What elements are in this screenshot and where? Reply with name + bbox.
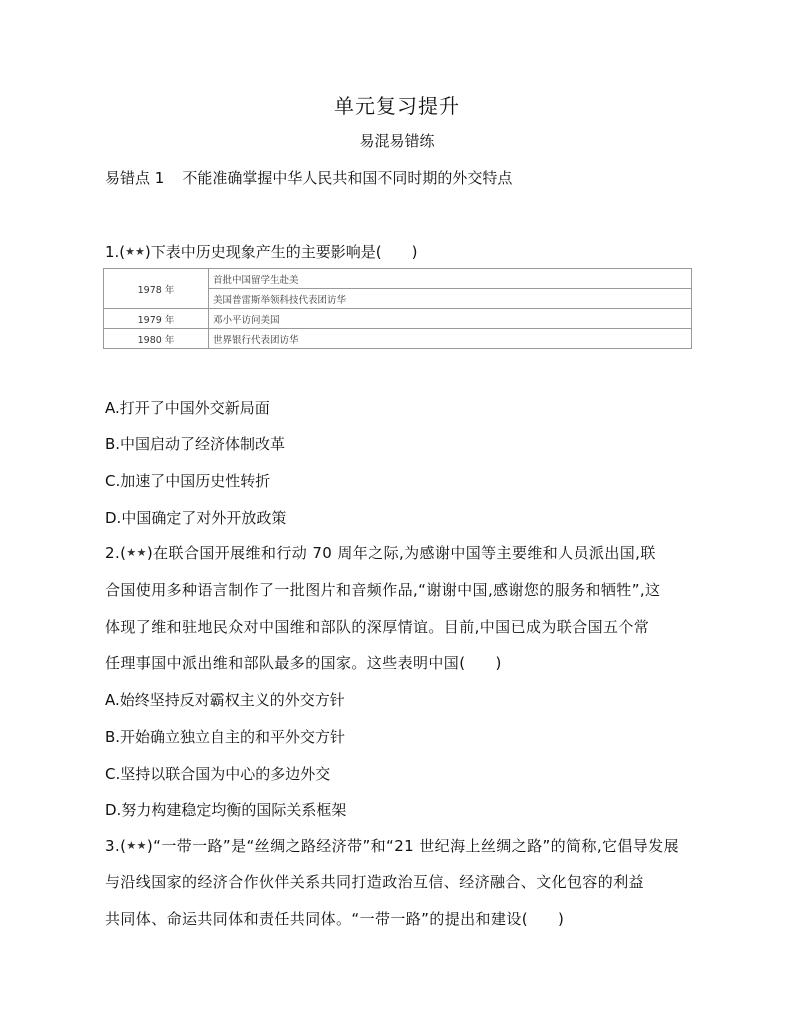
table-row	[104, 309, 692, 329]
difficulty-star-icon: ★★	[126, 839, 147, 852]
q2-option-c[interactable]: C.坚持以联合国为中心的多边外交	[105, 765, 331, 783]
question-3-number: 3.(	[105, 837, 127, 855]
table-cell-event: 邓小平访问美国	[209, 309, 692, 329]
table-cell-year: 1979 年	[104, 309, 209, 329]
question-2-number: 2.(	[105, 544, 127, 562]
q2-option-b[interactable]: B.开始确立独立自主的和平外交方针	[105, 728, 346, 746]
table-cell-year: 1978 年	[104, 269, 209, 309]
history-events-table	[103, 268, 692, 349]
question-2-line-1: 2.(★★)在联合国开展维和行动 70 周年之际,为感谢中国等主要维和人员派出国,联	[105, 544, 656, 562]
error-point-heading	[105, 167, 512, 188]
section-subtitle: 易混易错练	[359, 132, 435, 150]
table-cell-event: 世界银行代表团访华	[209, 329, 692, 349]
difficulty-star-icon: ★★	[126, 546, 147, 559]
q2-option-a[interactable]: A.始终坚持反对霸权主义的外交方针	[105, 691, 345, 709]
table-cell-event: 首批中国留学生赴美	[209, 269, 692, 289]
difficulty-star-icon: ★★	[125, 245, 145, 258]
error-point-number: 易错点 1	[105, 169, 165, 187]
question-1-number: 1.(	[105, 243, 126, 261]
q1-option-b[interactable]: B.中国启动了经济体制改革	[105, 435, 286, 453]
table-row	[104, 329, 692, 349]
error-point-text: 不能准确掌握中华人民共和国不同时期的外交特点	[182, 169, 513, 187]
q1-option-d[interactable]: D.中国确定了对外开放政策	[105, 509, 287, 527]
question-2-line-3: 体现了维和驻地民众对中国维和部队的深厚情谊。目前,中国已成为联合国五个常	[105, 618, 650, 636]
question-1-stem: 1.(★★)下表中历史现象产生的主要影响是( )	[105, 243, 418, 261]
q1-option-c[interactable]: C.加速了中国历史性转折	[105, 472, 271, 490]
question-2-line-2: 合国使用多种语言制作了一批图片和音频作品,“谢谢中国,感谢您的服务和牺牲”,这	[105, 581, 661, 599]
table-cell-event: 美国普雷斯举领科技代表团访华	[209, 289, 692, 309]
question-3-line-3: 共同体、命运共同体和责任共同体。“一带一路”的提出和建设( )	[105, 910, 565, 928]
q2-option-d[interactable]: D.努力构建稳定均衡的国际关系框架	[105, 801, 347, 819]
table-row	[104, 269, 692, 289]
table-cell-year: 1980 年	[104, 329, 209, 349]
question-1-text: )下表中历史现象产生的主要影响是(	[144, 243, 382, 261]
question-2-line-4: 任理事国中派出维和部队最多的国家。这些表明中国( )	[105, 654, 502, 672]
question-3-line-1: 3.(★★)“一带一路”是“丝绸之路经济带”和“21 世纪海上丝绸之路”的简称,它倡导发展	[105, 837, 680, 855]
page-title: 单元复习提升	[334, 94, 460, 118]
q1-option-a[interactable]: A.打开了中国外交新局面	[105, 399, 270, 417]
question-3-line-2: 与沿线国家的经济合作伙伴关系共同打造政治互信、经济融合、文化包容的利益	[105, 873, 645, 891]
